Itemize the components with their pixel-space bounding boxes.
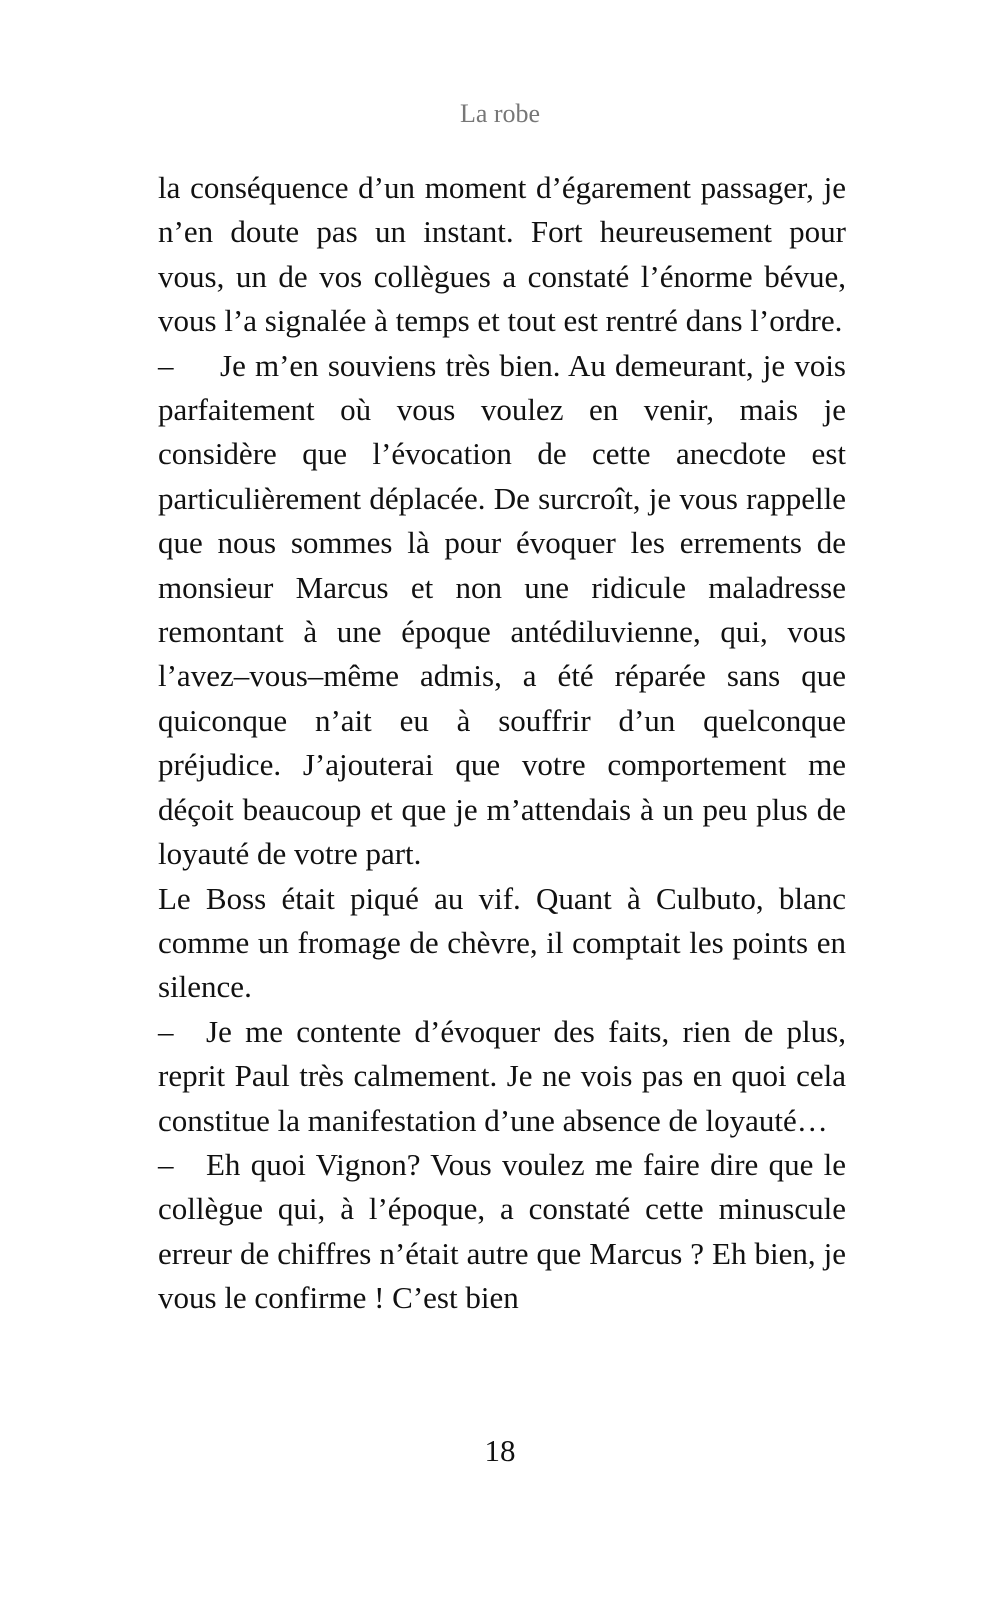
paragraph-dialogue bbox=[158, 1010, 846, 1143]
paragraph-dialogue bbox=[158, 1143, 846, 1321]
paragraph-text: Le Boss était piqué au vif. Quant à Culbuto, blanc comme un fromage de chèvre, il comptait les points en silence. bbox=[158, 880, 846, 1005]
paragraph-dialogue bbox=[158, 344, 846, 877]
dialogue-dash: – bbox=[158, 1013, 174, 1049]
dialogue-dash: – bbox=[158, 1146, 174, 1182]
running-header-title: La robe bbox=[459, 99, 541, 128]
paragraph-narration bbox=[158, 166, 846, 344]
body-text bbox=[158, 166, 846, 1321]
paragraph-narration bbox=[158, 877, 846, 1010]
paragraph-text: Eh quoi Vignon? Vous voulez me faire dire que le collègue qui, à l’époque, a constaté cette minuscule erreur de chiffres n’était autre que Marcus ? Eh bien, je vous le confirme ! C’est bien bbox=[158, 1146, 846, 1316]
page-number: 18 bbox=[484, 1433, 516, 1468]
paragraph-text: la conséquence d’un moment d’égarement passager, je n’en doute pas un instant. Fort heureusement pour vous, un de vos collègues a constaté l’énorme bévue, vous l’a signalée à temps et tout est rentré dans l’ordre. bbox=[158, 170, 846, 339]
paragraph-text: Je me contente d’évoquer des faits, rien de plus, reprit Paul très calmement. Je ne vois pas en quoi cela constitue la manifestation d’une absence de loyauté… bbox=[158, 1013, 846, 1138]
dialogue-dash: – bbox=[158, 347, 174, 383]
paragraph-text: Je m’en souviens très bien. Au demeurant, je vois parfaitement où vous voulez en venir, mais je considère que l’évocation de cette anecdote est particulièrement déplacée. De surcroît, je vous rappelle que nous sommes là pour évoquer les errements de monsieur Marcus et non une ridicule maladresse remontant à une époque antédiluvienne, qui, vous l’avez–vous–même admis, a été réparée sans que quiconque n’ait eu à souffrir d’un quelconque préjudice. J’ajouterai que votre comportement me déçoit beaucoup et que je m’attendais à un peu plus de loyauté de votre part. bbox=[158, 347, 846, 872]
